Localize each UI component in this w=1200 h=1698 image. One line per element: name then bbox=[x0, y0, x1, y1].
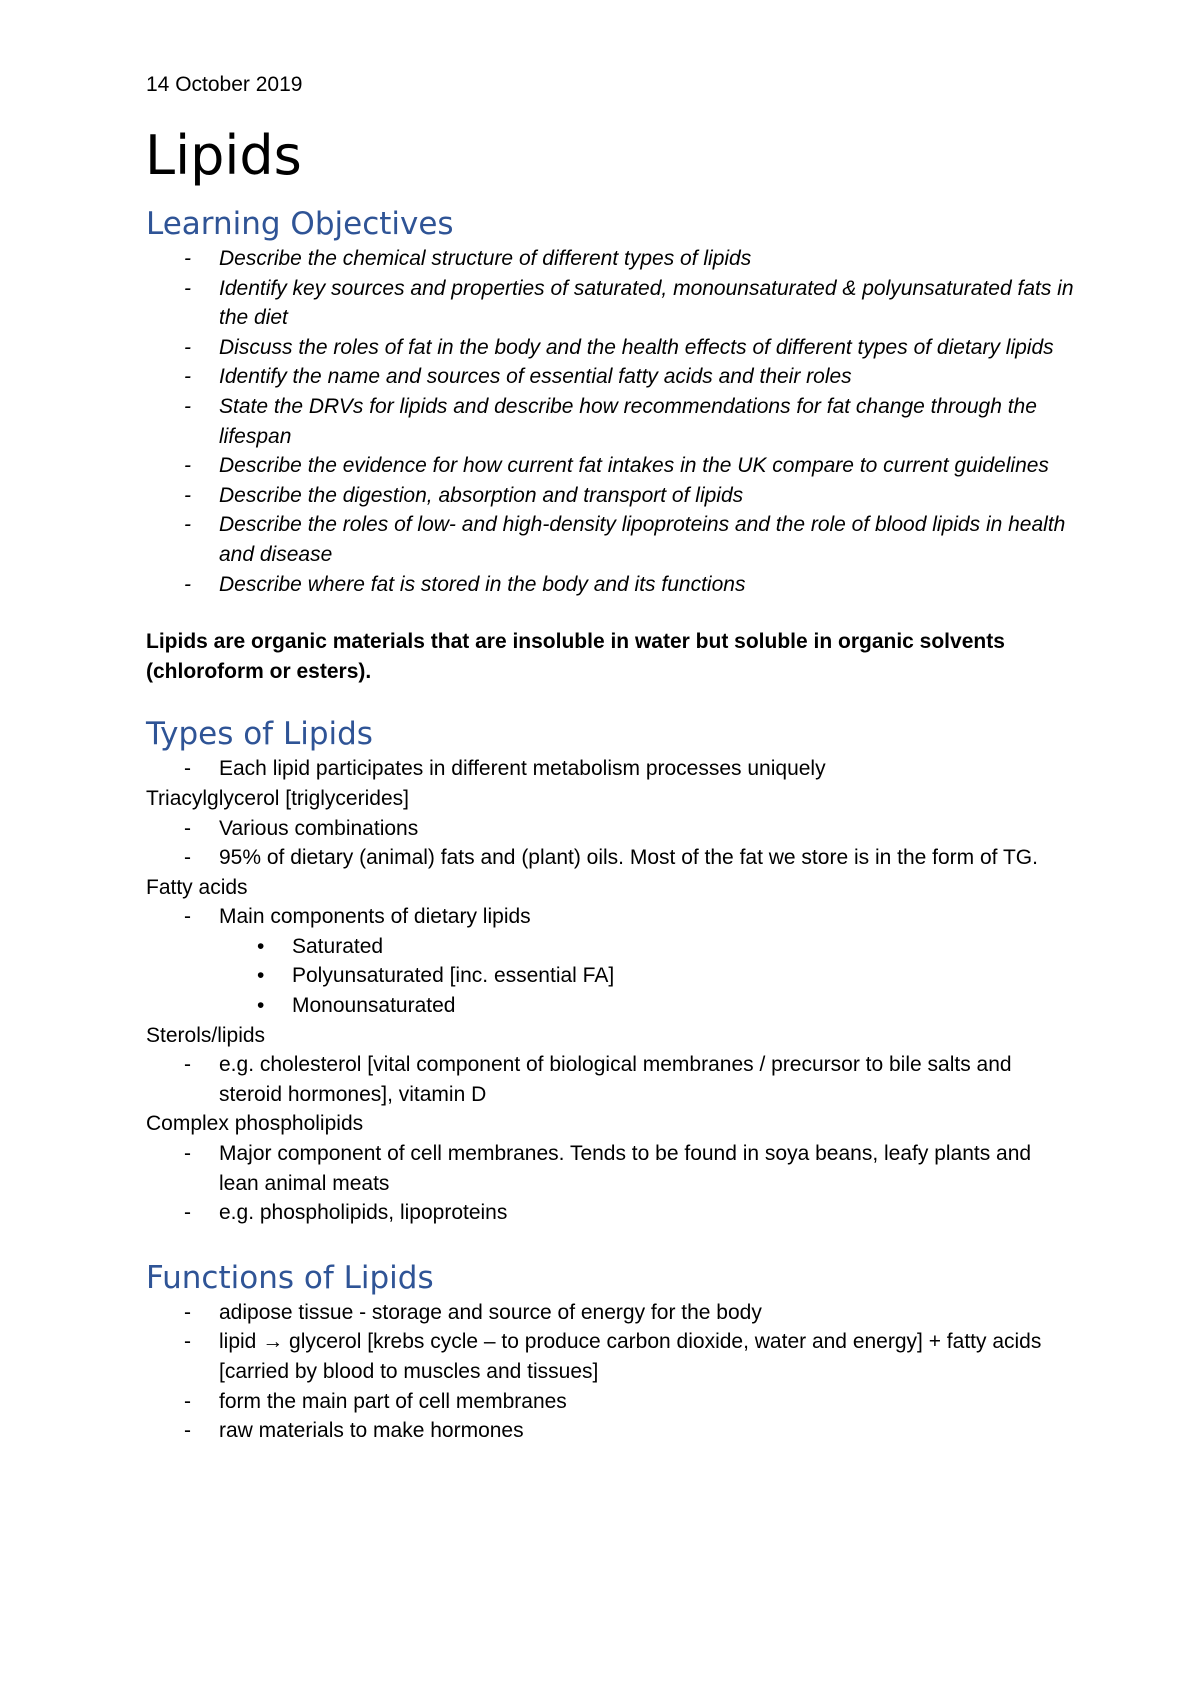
sterols-list bbox=[146, 1050, 1076, 1109]
sterols-term: Sterols/lipids bbox=[146, 1023, 266, 1047]
fatty-acids-subtypes-list bbox=[146, 932, 1076, 1021]
fatty-acids-term: Fatty acids bbox=[146, 875, 248, 899]
types-of-lipids-heading: Types of Lipids bbox=[146, 716, 373, 753]
objective-item: - Describe the evidence for how current fat intakes in the UK compare to current guidelines bbox=[146, 451, 1076, 481]
list-item: - Major component of cell membranes. Tends to be found in soya beans, leafy plants and lean animal meats bbox=[146, 1139, 1076, 1198]
learning-objectives-heading: Learning Objectives bbox=[146, 206, 454, 242]
phospholipids-term: Complex phospholipids bbox=[146, 1112, 364, 1136]
bullet-item: • Monounsaturated bbox=[146, 991, 1076, 1021]
triacylglycerol-list bbox=[146, 814, 1076, 873]
objective-item: - Describe the roles of low- and high-density lipoproteins and the role of blood lipids in health and disease bbox=[146, 510, 1076, 569]
list-item: - e.g. cholesterol [vital component of biological membranes / precursor to bile salts and steroid hormones], vitamin D bbox=[146, 1050, 1076, 1109]
function-item: - adipose tissue - storage and source of energy for the body bbox=[146, 1298, 1076, 1328]
objective-item: - Identify the name and sources of essential fatty acids and their roles bbox=[146, 362, 1076, 392]
objective-item: - Discuss the roles of fat in the body and the health effects of different types of dietary lipids bbox=[146, 333, 1076, 363]
list-item: - Main components of dietary lipids bbox=[146, 902, 1076, 932]
objective-item: - Describe where fat is stored in the body and its functions bbox=[146, 570, 1076, 600]
objective-item: - Describe the digestion, absorption and transport of lipids bbox=[146, 481, 1076, 511]
document-date: 14 October 2019 bbox=[146, 73, 303, 96]
functions-of-lipids-heading: Functions of Lipids bbox=[146, 1259, 434, 1296]
objective-item: - Identify key sources and properties of saturated, monounsaturated & polyunsaturated fats in the diet bbox=[146, 274, 1076, 333]
types-intro-item: - Each lipid participates in different metabolism processes uniquely bbox=[146, 754, 1076, 784]
objective-item: - Describe the chemical structure of different types of lipids bbox=[146, 244, 1076, 274]
phospholipids-list bbox=[146, 1139, 1076, 1228]
function-item: - raw materials to make hormones bbox=[146, 1416, 1076, 1446]
list-item: - Various combinations bbox=[146, 814, 1076, 844]
function-item: - lipid → glycerol [krebs cycle – to produce carbon dioxide, water and energy] + fatty acids [carried by blood to muscles and tissues] bbox=[146, 1327, 1076, 1386]
bullet-item: • Saturated bbox=[146, 932, 1076, 962]
objective-item: - State the DRVs for lipids and describe how recommendations for fat change through the lifespan bbox=[146, 392, 1076, 451]
page-title: Lipids bbox=[145, 124, 302, 187]
function-item: - form the main part of cell membranes bbox=[146, 1387, 1076, 1417]
list-item: - 95% of dietary (animal) fats and (plant) oils. Most of the fat we store is in the form of TG. bbox=[146, 843, 1076, 873]
learning-objectives-list bbox=[146, 244, 1076, 599]
bullet-item: • Polyunsaturated [inc. essential FA] bbox=[146, 961, 1076, 991]
list-item: - e.g. phospholipids, lipoproteins bbox=[146, 1198, 1076, 1228]
fatty-acids-list bbox=[146, 902, 1076, 932]
functions-list bbox=[146, 1298, 1076, 1446]
lipid-definition: Lipids are organic materials that are insoluble in water but soluble in organic solvents (chloroform or esters). bbox=[146, 630, 1005, 683]
triacylglycerol-term: Triacylglycerol [triglycerides] bbox=[146, 786, 409, 810]
types-intro-list bbox=[146, 754, 1076, 784]
document-content bbox=[146, 70, 1076, 1446]
